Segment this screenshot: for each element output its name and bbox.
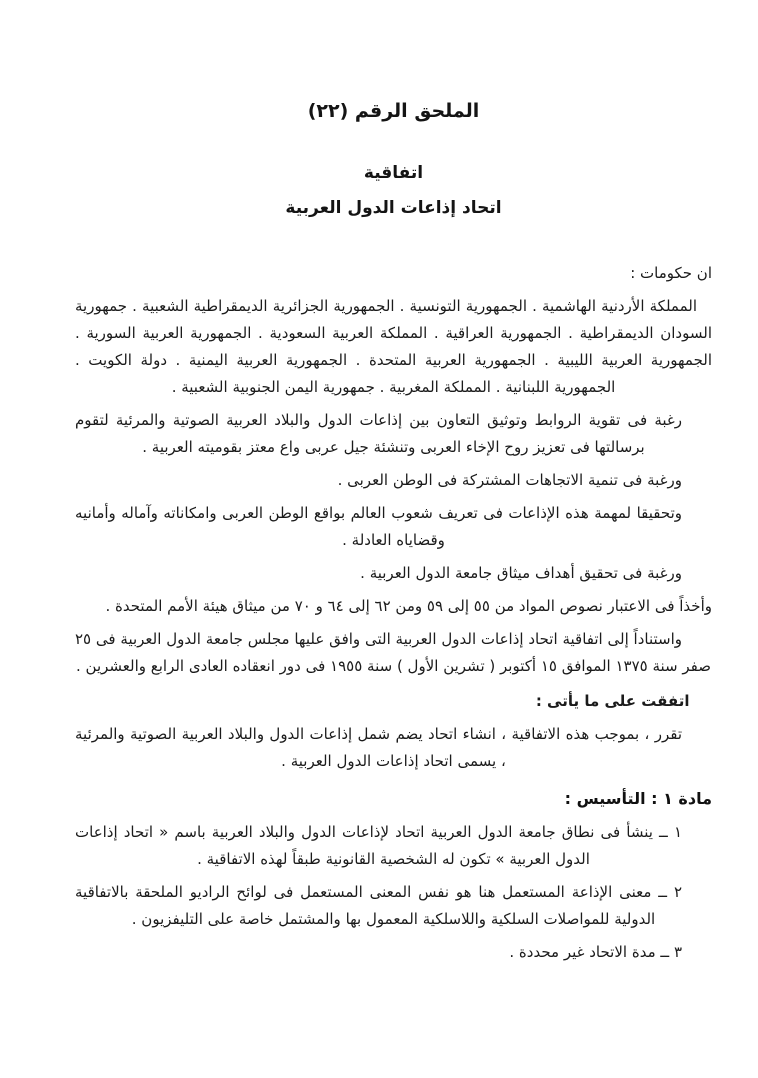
resolution-paragraph: تقرر ، بموجب هذه الاتفاقية ، انشاء اتحاد يضم شمل إذاعات الدول والبلاد العربية الصوتية والمرئية ، يسمى اتحاد إذاعات الدول العربية . (75, 725, 682, 770)
agreement-title: اتفاقية (363, 163, 424, 183)
preamble-paragraph-6: واستناداً إلى اتفاقية اتحاد إذاعات الدول العربية التى وافق عليها مجلس جامعة الدول العربية فى ٢٥ صفر سنة ١٣٧٥ الموافق ١٥ أكتوبر ( تشرين الأول ) سنة ١٩٥٥ فى دور انعقاده العادى الرابع والعشرين . (75, 630, 711, 675)
governments-list: المملكة الأردنية الهاشمية . الجمهورية التونسية . الجمهورية الجزائرية الديمقراطية الشعبية . جمهورية السودان الديمقراطية . الجمهورية العراقية . المملكة العربية السعودية . الجمهورية العربية السورية . الجمهورية العربية الليبية . الجمهورية العربية المتحدة . الجمهورية العربية اليمنية . دولة الكويت . الجمهورية اللبنانية . المملكة المغربية . جمهورية اليمن الجنوبية الشعبية . (75, 297, 712, 396)
preamble-paragraph-3: وتحقيقا لمهمة هذه الإذاعات فى تعريف شعوب العالم بواقع الوطن العربى وامكاناته وآماله وأمانيه وقضاياه العادلة . (75, 504, 682, 549)
document-body (75, 260, 712, 966)
preamble-paragraph-5: وأخذاً فى الاعتبار نصوص المواد من ٥٥ إلى ٥٩ ومن ٦٢ إلى ٦٤ و ٧٠ من ميثاق هيئة الأمم المتحدة . (105, 597, 712, 615)
appendix-title: الملحق الرقم (٢٢) (307, 100, 480, 122)
preamble-paragraph-4: ورغبة فى تحقيق أهداف ميثاق جامعة الدول العربية . (360, 564, 682, 582)
agreement-lead: اتفقت على ما يأتى : (535, 692, 690, 710)
agreement-subtitle: اتحاد إذاعات الدول العربية (285, 198, 502, 218)
article-1-clause-1: ١ ــ ينشأ فى نطاق جامعة الدول العربية اتحاد لإذاعات الدول والبلاد العربية باسم « اتحاد إذاعات الدول العربية » تكون له الشخصية القانونية طبقاً لهذه الاتفاقية . (75, 823, 682, 868)
document-header (75, 98, 712, 220)
article-1-heading: مادة ١ : التأسيس : (564, 789, 712, 808)
article-1-clause-3: ٣ ــ مدة الاتحاد غير محددة . (509, 943, 682, 961)
preamble-paragraph-1: رغبة فى تقوية الروابط وتوثيق التعاون بين إذاعات الدول والبلاد العربية الصوتية والمرئية لتقوم برسالتها فى تعزيز روح الإخاء العربى وتنشئة جيل عربى واع معتز بقوميته العربية . (75, 411, 682, 456)
governments-intro: ان حكومات : (630, 264, 712, 282)
article-1-clause-2: ٢ ــ معنى الإذاعة المستعمل هنا هو نفس المعنى المستعمل فى لوائح الراديو الملحقة بالاتفاقية الدولية للمواصلات السلكية واللاسلكية المعمول بها والمشتمل خاصة على التليفزيون . (75, 883, 682, 928)
preamble-paragraph-2: ورغبة فى تنمية الاتجاهات المشتركة فى الوطن العربى . (337, 471, 682, 489)
